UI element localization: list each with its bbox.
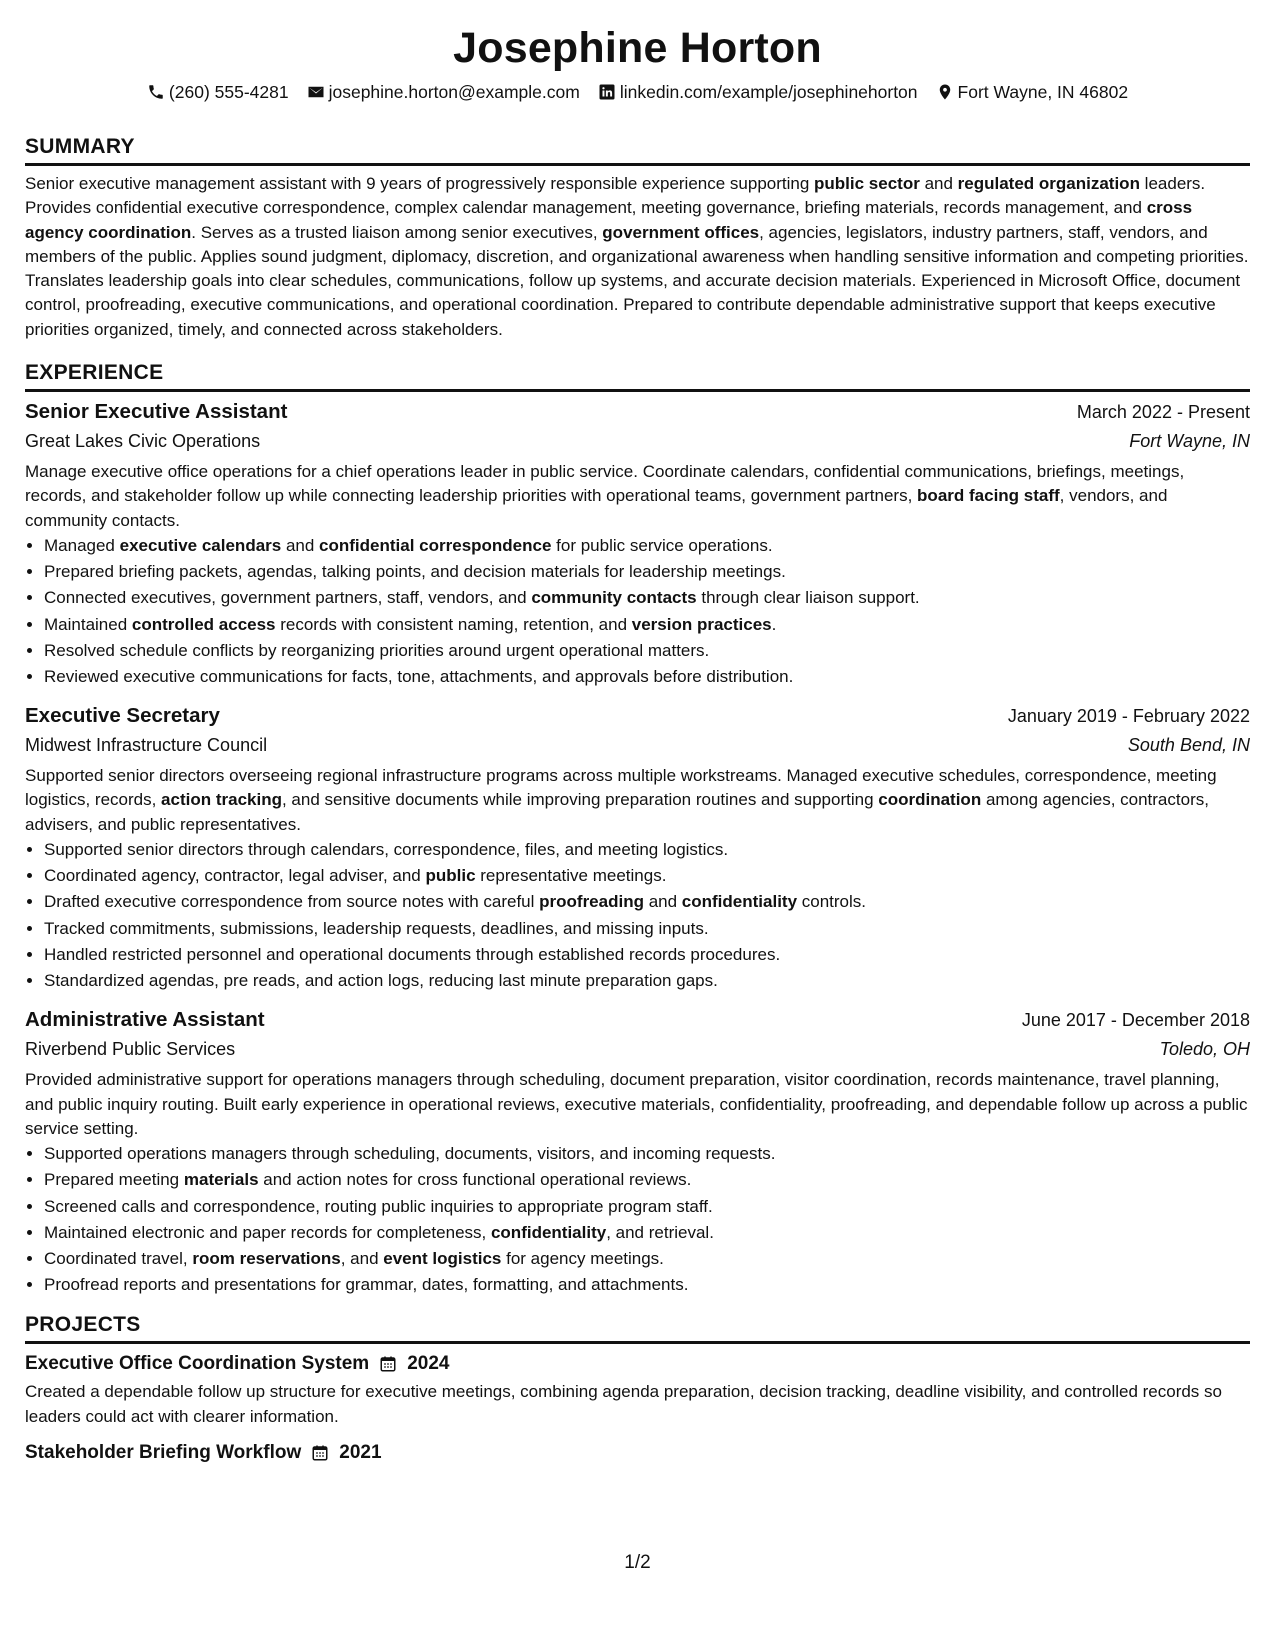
calendar-icon xyxy=(379,1355,397,1373)
list-item: • Resolved schedule conflicts by reorganizing priorities around urgent operational matters. xyxy=(44,638,1250,664)
job-entry xyxy=(25,702,1250,994)
job-entry xyxy=(25,1006,1250,1298)
project-year: 2021 xyxy=(339,1442,382,1463)
summary-section xyxy=(25,134,1250,342)
list-item: • Drafted executive correspondence from source notes with careful proofreading and confidentiality controls. xyxy=(44,889,1250,915)
page-number: 1/2 xyxy=(624,1552,651,1573)
list-item: • Screened calls and correspondence, routing public inquiries to appropriate program staff. xyxy=(44,1194,1250,1220)
phone-icon xyxy=(147,83,165,101)
project-name: Executive Office Coordination System xyxy=(25,1353,370,1375)
project-year: 2024 xyxy=(407,1353,450,1375)
job-description: Manage executive office operations for a chief operations leader in public service. Coordinate calendars, confidential communications, briefings, meetings, records, and stakeholder follow up while connecting leadership priorities with operational teams, government partners, board facing staff, vendors, and community contacts. xyxy=(25,462,1185,530)
project-name: Stakeholder Briefing Workflow xyxy=(25,1442,302,1463)
location-text: Fort Wayne, IN 46802 xyxy=(957,82,1129,102)
contact-location xyxy=(936,80,1129,104)
job-dates: June 2017 - December 2018 xyxy=(1021,1010,1250,1031)
resume-page xyxy=(25,0,1250,1650)
project-entry xyxy=(25,1439,1250,1467)
candidate-name: Josephine Horton xyxy=(453,24,822,72)
list-item: • Supported senior directors through calendars, correspondence, files, and meeting logistics. xyxy=(44,837,1250,863)
projects-heading: PROJECTS xyxy=(25,1312,1250,1344)
list-item: • Standardized agendas, pre reads, and action logs, reducing last minute preparation gaps. xyxy=(44,968,1250,994)
job-bullets xyxy=(25,837,1250,994)
list-item: • Coordinated travel, room reservations, and event logistics for agency meetings. xyxy=(44,1246,1250,1272)
linkedin-icon xyxy=(598,83,616,101)
job-organization: Riverbend Public Services xyxy=(25,1039,236,1060)
summary-text: Senior executive management assistant with 9 years of progressively responsible experience supporting public sector and regulated organization leaders. Provides confidential executive correspondence, complex calendar management, meeting governance, briefing materials, records management, and cross agency coordination. Serves as a trusted liaison among senior executives, government offices, agencies, legislators, industry partners, staff, vendors, and members of the public. Applies sound judgment, diplomacy, discretion, and organizational awareness when handling sensitive information and competing priorities. Translates leadership goals into clear schedules, communications, follow up systems, and accurate decision materials. Experienced in Microsoft Office, document control, proofreading, executive communications, and operational coordination. Prepared to contribute dependable administrative support that keeps executive priorities organized, timely, and connected across stakeholders. xyxy=(25,174,1249,339)
linkedin-link[interactable]: linkedin.com/example/josephinehorton xyxy=(619,82,918,102)
job-location: Toledo, OH xyxy=(1159,1039,1250,1060)
contact-phone xyxy=(147,80,289,104)
map-pin-icon xyxy=(936,83,954,101)
list-item: • Maintained controlled access records with consistent naming, retention, and version practices. xyxy=(44,612,1250,638)
project-entry xyxy=(25,1350,1250,1429)
email-link[interactable]: josephine.horton@example.com xyxy=(328,82,580,102)
experience-section xyxy=(25,360,1250,1298)
list-item: • Prepared briefing packets, agendas, talking points, and decision materials for leadership meetings. xyxy=(44,559,1250,585)
job-bullets xyxy=(25,1141,1250,1298)
job-organization: Midwest Infrastructure Council xyxy=(25,735,268,756)
job-title: Executive Secretary xyxy=(25,704,220,728)
project-description: Created a dependable follow up structure for executive meetings, combining agenda preparation, decision tracking, deadline visibility, and controlled records so leaders could act with clearer information. xyxy=(25,1382,1222,1426)
job-entry xyxy=(25,398,1250,690)
projects-section xyxy=(25,1312,1250,1467)
phone-text: (260) 555-4281 xyxy=(168,82,289,102)
job-organization: Great Lakes Civic Operations xyxy=(25,431,261,452)
contact-email[interactable] xyxy=(307,80,580,104)
job-bullets xyxy=(25,533,1250,690)
list-item: • Handled restricted personnel and operational documents through established records procedures. xyxy=(44,942,1250,968)
list-item: • Maintained electronic and paper records for completeness, confidentiality, and retrieval. xyxy=(44,1220,1250,1246)
envelope-icon xyxy=(307,83,325,101)
list-item: • Prepared meeting materials and action notes for cross functional operational reviews. xyxy=(44,1167,1250,1193)
list-item: • Connected executives, government partners, staff, vendors, and community contacts through clear liaison support. xyxy=(44,585,1250,611)
calendar-icon xyxy=(311,1444,329,1462)
contact-linkedin[interactable] xyxy=(598,80,918,104)
job-location: South Bend, IN xyxy=(1127,735,1250,756)
job-title: Administrative Assistant xyxy=(25,1008,265,1032)
list-item: • Coordinated agency, contractor, legal adviser, and public representative meetings. xyxy=(44,863,1250,889)
list-item: • Proofread reports and presentations for grammar, dates, formatting, and attachments. xyxy=(44,1272,1250,1298)
job-title: Senior Executive Assistant xyxy=(25,400,288,424)
job-dates: January 2019 - February 2022 xyxy=(1007,706,1250,727)
list-item: • Reviewed executive communications for facts, tone, attachments, and approvals before distribution. xyxy=(44,664,1250,690)
job-description: Supported senior directors overseeing regional infrastructure programs across multiple workstreams. Managed executive schedules, correspondence, meeting logistics, records, action tracking, and sensitive documents while improving preparation routines and supporting coordination among agencies, contractors, advisers, and public representatives. xyxy=(25,766,1217,834)
contact-bar xyxy=(25,80,1250,104)
summary-heading: SUMMARY xyxy=(25,134,1250,166)
job-dates: March 2022 - Present xyxy=(1076,402,1250,423)
list-item: • Tracked commitments, submissions, leadership requests, deadlines, and missing inputs. xyxy=(44,916,1250,942)
list-item: • Managed executive calendars and confidential correspondence for public service operations. xyxy=(44,533,1250,559)
list-item: • Supported operations managers through scheduling, documents, visitors, and incoming requests. xyxy=(44,1141,1250,1167)
job-description: Provided administrative support for operations managers through scheduling, document preparation, visitor coordination, records maintenance, travel planning, and public inquiry routing. Built early experience in operational reviews, executive materials, confidentiality, proofreading, and dependable follow up across a public service setting. xyxy=(25,1070,1248,1138)
experience-heading: EXPERIENCE xyxy=(25,360,1250,392)
job-location: Fort Wayne, IN xyxy=(1129,431,1250,452)
